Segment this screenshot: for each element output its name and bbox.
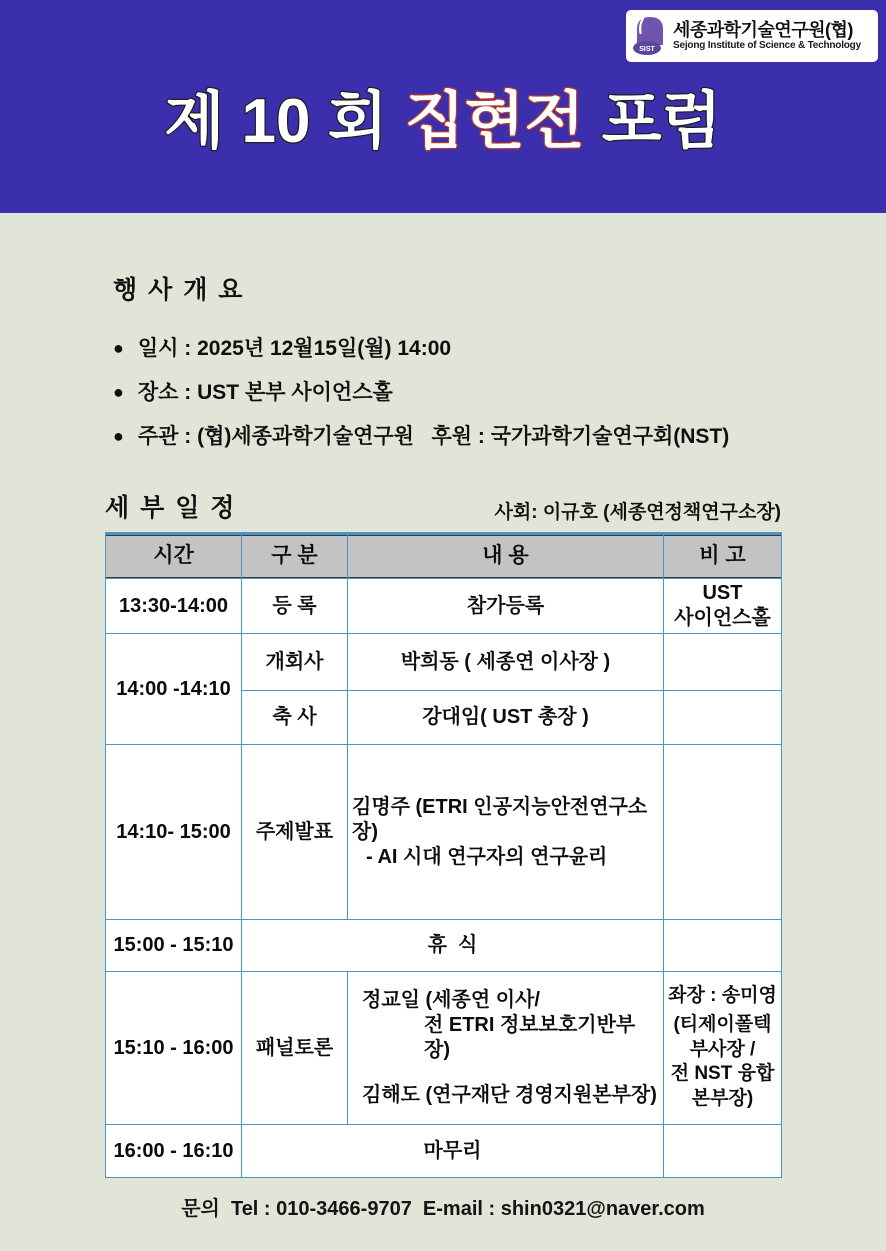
content-line: 김해도 (연구재단 경영지원본부장) <box>362 1084 657 1106</box>
cell-content <box>348 972 664 1125</box>
note-line: 본부장) <box>691 1088 754 1110</box>
schedule-header-row <box>105 488 781 524</box>
org-name-english: Sejong Institute of Science & Technology <box>673 40 861 52</box>
org-logo-text <box>673 20 861 53</box>
column-header-time: 시간 <box>106 534 242 579</box>
cell-time: 13:30-14:00 <box>106 579 242 634</box>
cell-content: 강대임( UST 총장 ) <box>348 691 664 745</box>
moderator-label: 사회: 이규호 (세종연정책연구소장) <box>494 502 781 523</box>
overview-heading: 행 사 개 요 <box>113 276 245 304</box>
bullet-icon: ● <box>113 381 124 402</box>
cell-type: 등 록 <box>242 579 348 634</box>
cell-time: 14:00 -14:10 <box>106 634 242 745</box>
cell-note <box>664 691 782 745</box>
table-row-keynote <box>106 745 782 920</box>
column-header-content: 내 용 <box>348 534 664 579</box>
note-line: 전 NST 융합 <box>670 1063 775 1085</box>
note-line: 사이언스홀 <box>674 607 771 629</box>
table-header-row <box>106 534 782 579</box>
org-name-korean: 세종과학기술연구원(협) <box>673 19 853 40</box>
sist-dome-icon <box>632 15 668 57</box>
cell-content: 박희동 ( 세종연 이사장 ) <box>348 634 664 691</box>
org-logo <box>626 10 878 62</box>
column-header-type: 구 분 <box>242 534 348 579</box>
schedule-heading: 세 부 일 정 <box>105 494 237 522</box>
title-prefix: 제 10 회 <box>164 87 405 156</box>
poster-title <box>0 88 886 156</box>
note-line: 부사장 / <box>689 1038 756 1060</box>
schedule-section <box>105 488 781 1178</box>
contact-footer: 문의 Tel : 010-3466-9707 E-mail : shin0321@naver.com <box>181 1198 705 1220</box>
cell-type: 주제발표 <box>242 745 348 920</box>
overview-item-text: 장소 : UST 본부 사이언스홀 <box>137 381 393 404</box>
cell-note <box>664 579 782 634</box>
cell-time: 15:00 - 15:10 <box>106 920 242 972</box>
table-row-break <box>106 920 782 972</box>
bullet-icon: ● <box>113 425 124 446</box>
cell-note <box>664 972 782 1125</box>
cell-note <box>664 634 782 691</box>
cell-time: 16:00 - 16:10 <box>106 1125 242 1178</box>
event-overview <box>113 270 793 470</box>
content-line: 전 ETRI 정보보호기반부장) <box>424 1014 636 1061</box>
cell-content <box>348 745 664 920</box>
overview-item-hosts <box>113 426 793 447</box>
content-line: 김명주 (ETRI 인공지능안전연구소장) <box>352 795 648 843</box>
overview-item-text: 주관 : (협)세종과학기술연구원 후원 : 국가과학기술연구회(NST) <box>137 425 730 448</box>
table-row-panel <box>106 972 782 1125</box>
banner <box>0 0 886 213</box>
table-row-closing <box>106 1125 782 1178</box>
sist-icon-label: SIST <box>639 46 655 53</box>
content-line: 정교일 (세종연 이사/ <box>362 989 540 1011</box>
content-line: - AI 시대 연구자의 연구윤리 <box>366 845 608 868</box>
schedule-table <box>105 532 782 1178</box>
cell-note <box>664 1125 782 1178</box>
cell-type: 패널토론 <box>242 972 348 1125</box>
overview-item-datetime <box>113 338 793 359</box>
note-line: 좌장 : 송미영 <box>668 985 777 1007</box>
title-highlight: 집현전 <box>404 87 585 156</box>
cell-note <box>664 920 782 972</box>
note-line: UST <box>702 582 743 604</box>
column-header-note: 비 고 <box>664 534 782 579</box>
cell-time: 15:10 - 16:00 <box>106 972 242 1125</box>
cell-note <box>664 745 782 920</box>
title-suffix: 포럼 <box>584 87 722 156</box>
cell-content: 휴 식 <box>242 920 664 972</box>
cell-type: 축 사 <box>242 691 348 745</box>
cell-time: 14:10- 15:00 <box>106 745 242 920</box>
cell-content: 참가등록 <box>348 579 664 634</box>
note-line: (티제이폴텍 <box>673 1013 772 1035</box>
cell-content: 마무리 <box>242 1125 664 1178</box>
table-row-opening <box>106 634 782 691</box>
bullet-icon: ● <box>113 337 124 358</box>
table-row-registration <box>106 579 782 634</box>
overview-item-text: 일시 : 2025년 12월15일(월) 14:00 <box>137 337 452 360</box>
cell-type: 개회사 <box>242 634 348 691</box>
overview-item-venue <box>113 382 793 403</box>
